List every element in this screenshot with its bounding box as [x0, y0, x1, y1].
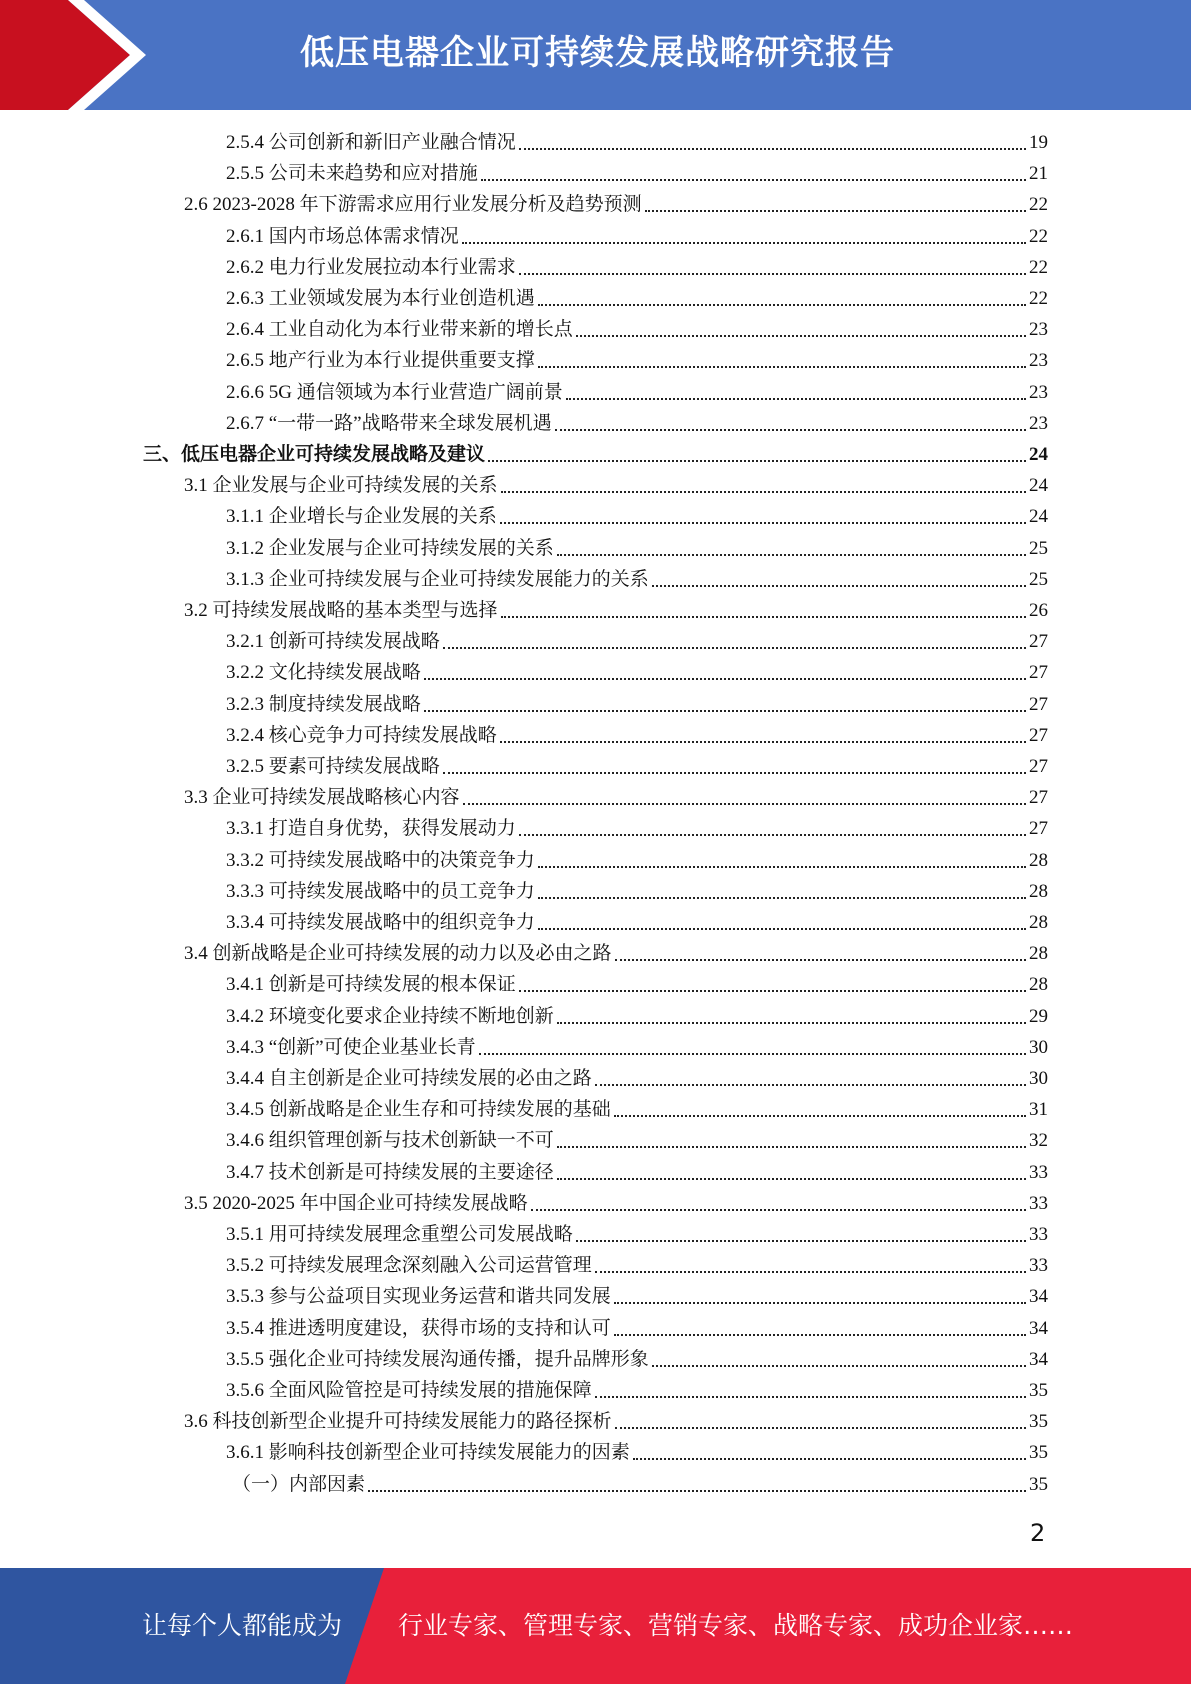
- toc-entry-page: 23: [1029, 319, 1048, 341]
- toc-dot-leader: [368, 1490, 1026, 1492]
- toc-entry[interactable]: [226, 255, 1048, 281]
- toc-entry[interactable]: [226, 816, 1048, 842]
- toc-entry-page: 27: [1029, 787, 1048, 809]
- toc-dot-leader: [519, 990, 1026, 992]
- toc-entry-page: 22: [1029, 194, 1048, 216]
- toc-dot-leader: [576, 335, 1026, 337]
- toc-entry-page: 27: [1029, 818, 1048, 840]
- toc-dot-leader: [500, 522, 1026, 524]
- toc-entry[interactable]: [226, 972, 1048, 998]
- toc-entry-page: 27: [1029, 693, 1048, 715]
- toc-dot-leader: [479, 1053, 1026, 1055]
- toc-entry-title: 3.5.5 强化企业可持续发展沟通传播，提升品牌形象: [226, 1348, 649, 1370]
- toc-entry-page: 27: [1029, 631, 1048, 653]
- toc-entry-page: 33: [1029, 1161, 1048, 1183]
- toc-dot-leader: [595, 1084, 1026, 1086]
- toc-entry-title: 3.1.1 企业增长与企业发展的关系: [226, 506, 497, 528]
- toc-entry-title: 3.2.1 创新可持续发展战略: [226, 631, 440, 653]
- toc-dot-leader: [462, 242, 1026, 244]
- toc-entry[interactable]: [184, 1191, 1048, 1217]
- toc-entry-title: 2.6.5 地产行业为本行业提供重要支撑: [226, 350, 535, 372]
- toc-dot-leader: [424, 678, 1026, 680]
- toc-dot-leader: [538, 897, 1026, 899]
- toc-dot-leader: [614, 1334, 1026, 1336]
- toc-entry-page: 26: [1029, 600, 1048, 621]
- toc-entry[interactable]: [184, 941, 1048, 967]
- page-number: 2: [1030, 1519, 1046, 1547]
- toc-entry[interactable]: [226, 1066, 1048, 1092]
- toc-dot-leader: [576, 1240, 1026, 1242]
- toc-entry[interactable]: [226, 380, 1048, 406]
- toc-entry-page: 19: [1029, 132, 1048, 153]
- toc-entry[interactable]: [226, 286, 1048, 312]
- toc-entry[interactable]: [226, 1097, 1048, 1123]
- toc-dot-leader: [614, 1115, 1026, 1117]
- header-red-chevron: [0, 0, 150, 110]
- toc-entry-title: 2.6.4 工业自动化为本行业带来新的增长点: [226, 319, 573, 341]
- toc-entry-title: 2.6.3 工业领域发展为本行业创造机遇: [226, 288, 535, 309]
- toc-entry[interactable]: [226, 130, 1048, 156]
- toc-entry-page: 35: [1029, 1411, 1048, 1433]
- toc-entry-page: 33: [1029, 1192, 1048, 1214]
- toc-entry[interactable]: [232, 1472, 1048, 1498]
- toc-entry-title: 2.6.7 “一带一路”战略带来全球发展机遇: [226, 412, 552, 434]
- toc-dot-leader: [443, 647, 1026, 649]
- toc-entry-title: 3.1.3 企业可持续发展与企业可持续发展能力的关系: [226, 568, 649, 590]
- toc-entry-page: 25: [1029, 568, 1048, 590]
- toc-dot-leader: [595, 1271, 1026, 1273]
- footer-slogan-right: 行业专家、管理专家、营销专家、战略专家、成功企业家……: [398, 1611, 1074, 1640]
- toc-entry-title: 2.5.5 公司未来趋势和应对措施: [226, 163, 478, 185]
- toc-dot-leader: [501, 491, 1026, 493]
- page-footer: [0, 1568, 1191, 1684]
- toc-entry[interactable]: [226, 161, 1048, 187]
- toc-entry[interactable]: [184, 192, 1048, 218]
- toc-dot-leader: [538, 866, 1026, 868]
- toc-dot-leader: [557, 554, 1026, 556]
- toc-dot-leader: [557, 1022, 1026, 1024]
- toc-entry[interactable]: [184, 598, 1048, 624]
- toc-entry-page: 25: [1029, 537, 1048, 559]
- toc-entry-page: 23: [1029, 412, 1048, 434]
- toc-entry-title: 3.2.4 核心竞争力可持续发展战略: [226, 724, 497, 746]
- toc-entry-title: 3.3.4 可持续发展战略中的组织竞争力: [226, 912, 535, 933]
- toc-entry-title: 3.4.7 技术创新是可持续发展的主要途径: [226, 1161, 554, 1183]
- toc-dot-leader: [615, 1427, 1026, 1429]
- toc-dot-leader: [424, 710, 1026, 712]
- toc-dot-leader: [555, 429, 1026, 431]
- toc-dot-leader: [538, 366, 1026, 368]
- toc-dot-leader: [519, 834, 1026, 836]
- toc-entry-title: 3.4.3 “创新”可使企业基业长青: [226, 1036, 476, 1058]
- toc-entry-title: 3.3.1 打造自身优势，获得发展动力: [226, 818, 516, 840]
- toc-entry-page: 35: [1029, 1380, 1048, 1401]
- toc-entry[interactable]: [226, 1347, 1048, 1373]
- toc-entry-title: 3.1.2 企业发展与企业可持续发展的关系: [226, 537, 554, 559]
- toc-entry-page: 33: [1029, 1255, 1048, 1277]
- toc-dot-leader: [443, 772, 1026, 774]
- toc-dot-leader: [633, 1458, 1026, 1460]
- toc-entry-title: 3.5.3 参与公益项目实现业务运营和谐共同发展: [226, 1286, 611, 1308]
- toc-entry-title: 3.3.3 可持续发展战略中的员工竞争力: [226, 880, 535, 902]
- toc-dot-leader: [519, 273, 1026, 275]
- toc-entry-page: 22: [1029, 256, 1048, 278]
- toc-entry-title: 3.4.6 组织管理创新与技术创新缺一不可: [226, 1130, 554, 1152]
- toc-entry[interactable]: [226, 317, 1048, 343]
- toc-entry[interactable]: [226, 692, 1048, 718]
- toc-dot-leader: [463, 803, 1026, 805]
- toc-dot-leader: [652, 585, 1026, 587]
- toc-entry-page: 30: [1029, 1068, 1048, 1089]
- toc-entry-page: 28: [1029, 880, 1048, 902]
- toc-entry-page: 24: [1029, 444, 1048, 465]
- toc-entry[interactable]: [226, 1004, 1048, 1030]
- toc-dot-leader: [488, 460, 1026, 462]
- toc-entry-title: 3.4.5 创新战略是企业生存和可持续发展的基础: [226, 1099, 611, 1121]
- toc-entry-page: 24: [1029, 475, 1048, 497]
- toc-entry-page: 28: [1029, 912, 1048, 933]
- toc-entry-title: 3.2 可持续发展战略的基本类型与选择: [184, 600, 498, 621]
- toc-entry[interactable]: [226, 224, 1048, 250]
- toc-dot-leader: [595, 1396, 1026, 1398]
- toc-entry-page: 32: [1029, 1130, 1048, 1152]
- toc-entry[interactable]: [226, 660, 1048, 686]
- toc-entry[interactable]: [226, 411, 1048, 437]
- toc-entry-title: 3.2.3 制度持续发展战略: [226, 693, 421, 715]
- toc-dot-leader: [519, 148, 1026, 150]
- toc-entry[interactable]: [184, 785, 1048, 811]
- toc-entry[interactable]: [143, 442, 1048, 468]
- toc-entry-page: 27: [1029, 756, 1048, 777]
- toc-entry[interactable]: [184, 473, 1048, 499]
- toc-entry[interactable]: [226, 1222, 1048, 1248]
- toc-entry-title: 三、低压电器企业可持续发展战略及建议: [143, 444, 486, 465]
- toc-entry-page: 28: [1029, 943, 1048, 965]
- toc-entry-page: 22: [1029, 225, 1048, 247]
- toc-entry[interactable]: [226, 1284, 1048, 1310]
- toc-entry-page: 35: [1029, 1442, 1048, 1464]
- toc-entry-page: 34: [1029, 1348, 1048, 1370]
- toc-dot-leader: [538, 928, 1026, 930]
- toc-entry-title: 2.6.6 5G 通信领域为本行业营造广阔前景: [226, 381, 563, 403]
- toc-entry[interactable]: [226, 1440, 1048, 1466]
- toc-entry-page: 23: [1029, 350, 1048, 372]
- toc-entry-title: 3.4 创新战略是企业可持续发展的动力以及必由之路: [184, 943, 612, 965]
- page-header: [0, 0, 1191, 110]
- toc-dot-leader: [538, 304, 1026, 306]
- toc-entry-page: 33: [1029, 1224, 1048, 1245]
- toc-entry[interactable]: [226, 504, 1048, 530]
- toc-entry[interactable]: [226, 723, 1048, 749]
- toc-entry[interactable]: [226, 879, 1048, 905]
- toc-entry-page: 22: [1029, 288, 1048, 309]
- report-title: 低压电器企业可持续发展战略研究报告: [300, 33, 895, 73]
- toc-entry-title: 3.4.4 自主创新是企业可持续发展的必由之路: [226, 1068, 592, 1089]
- toc-entry[interactable]: [226, 348, 1048, 374]
- toc-entry[interactable]: [226, 1128, 1048, 1154]
- toc-entry-page: 34: [1029, 1286, 1048, 1308]
- toc-dot-leader: [615, 959, 1026, 961]
- toc-entry[interactable]: [226, 1316, 1048, 1342]
- toc-entry-page: 29: [1029, 1005, 1048, 1027]
- toc-dot-leader: [652, 1365, 1026, 1367]
- toc-entry-title: 2.6.1 国内市场总体需求情况: [226, 225, 459, 247]
- toc-entry-title: 3.6.1 影响科技创新型企业可持续发展能力的因素: [226, 1442, 630, 1464]
- toc-entry-page: 24: [1029, 506, 1048, 528]
- toc-entry-title: 3.6 科技创新型企业提升可持续发展能力的路径探析: [184, 1411, 612, 1433]
- toc-dot-leader: [557, 1146, 1026, 1148]
- toc-entry[interactable]: [226, 1378, 1048, 1404]
- toc-entry[interactable]: [226, 1035, 1048, 1061]
- toc-entry-title: 3.5.2 可持续发展理念深刻融入公司运营管理: [226, 1255, 592, 1277]
- toc-entry-title: 3.5.6 全面风险管控是可持续发展的措施保障: [226, 1380, 592, 1401]
- toc-entry-page: 28: [1029, 974, 1048, 996]
- toc-entry-page: 21: [1029, 163, 1048, 185]
- toc-entry-title: 3.5.4 推进透明度建设，获得市场的支持和认可: [226, 1317, 611, 1339]
- toc-entry[interactable]: [184, 1409, 1048, 1435]
- toc-entry-page: 27: [1029, 662, 1048, 684]
- toc-entry-title: 3.4.1 创新是可持续发展的根本保证: [226, 974, 516, 996]
- toc-entry[interactable]: [226, 848, 1048, 874]
- toc-dot-leader: [531, 1209, 1026, 1211]
- toc-entry-title: 2.5.4 公司创新和新旧产业融合情况: [226, 132, 516, 153]
- toc-entry[interactable]: [226, 567, 1048, 593]
- toc-entry-page: 28: [1029, 849, 1048, 871]
- toc-dot-leader: [500, 741, 1026, 743]
- toc-entry-title: 3.2.2 文化持续发展战略: [226, 662, 421, 684]
- footer-slogan-left: 让每个人都能成为: [142, 1611, 343, 1640]
- toc-entry-title: 3.5.1 用可持续发展理念重塑公司发展战略: [226, 1224, 573, 1245]
- toc-entry-title: 3.5 2020-2025 年中国企业可持续发展战略: [184, 1192, 528, 1214]
- toc-entry-page: 30: [1029, 1036, 1048, 1058]
- toc-entry-title: 3.3 企业可持续发展战略核心内容: [184, 787, 460, 809]
- toc-entry[interactable]: [226, 1253, 1048, 1279]
- toc-entry[interactable]: [226, 910, 1048, 936]
- toc-entry-title: （一）内部因素: [232, 1473, 366, 1495]
- toc-entry[interactable]: [226, 1160, 1048, 1186]
- toc-entry-page: 31: [1029, 1099, 1048, 1121]
- toc-dot-leader: [645, 210, 1026, 212]
- toc-entry-page: 34: [1029, 1317, 1048, 1339]
- toc-entry-title: 3.1 企业发展与企业可持续发展的关系: [184, 475, 498, 497]
- toc-entry-title: 3.3.2 可持续发展战略中的决策竞争力: [226, 849, 535, 871]
- toc-entry[interactable]: [226, 754, 1048, 780]
- toc-dot-leader: [614, 1302, 1026, 1304]
- toc-entry[interactable]: [226, 629, 1048, 655]
- toc-entry-title: 2.6.2 电力行业发展拉动本行业需求: [226, 256, 516, 278]
- toc-entry[interactable]: [226, 536, 1048, 562]
- toc-entry-page: 23: [1029, 381, 1048, 403]
- toc-entry-page: 27: [1029, 724, 1048, 746]
- toc-entry-title: 3.4.2 环境变化要求企业持续不断地创新: [226, 1005, 554, 1027]
- toc-dot-leader: [481, 179, 1026, 181]
- toc-entry-title: 2.6 2023-2028 年下游需求应用行业发展分析及趋势预测: [184, 194, 642, 216]
- toc-dot-leader: [501, 616, 1026, 618]
- toc-entry-page: 35: [1029, 1473, 1048, 1495]
- toc-dot-leader: [557, 1178, 1026, 1180]
- toc-dot-leader: [566, 398, 1026, 400]
- toc-entry-title: 3.2.5 要素可持续发展战略: [226, 756, 440, 777]
